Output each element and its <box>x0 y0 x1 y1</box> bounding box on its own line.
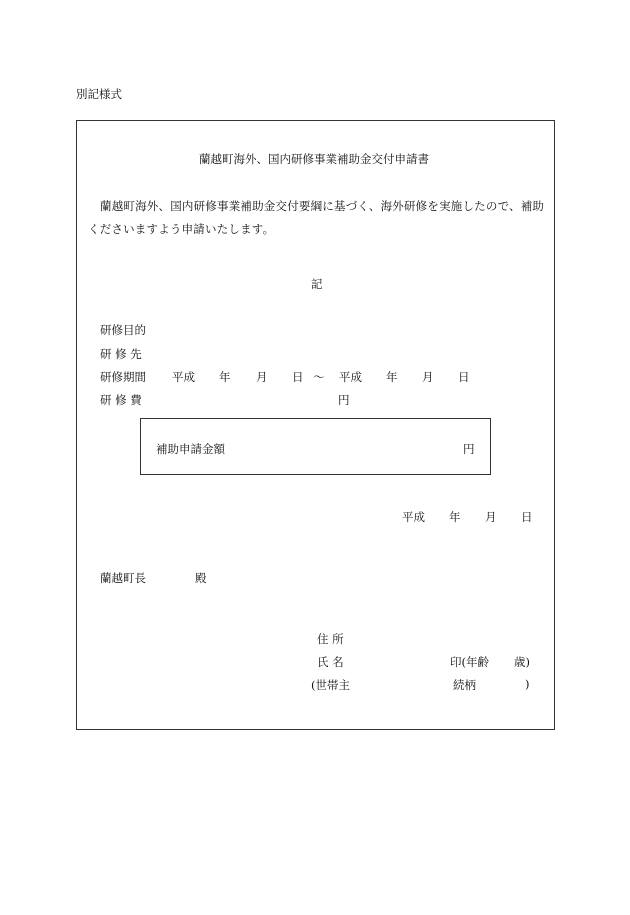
application-body-text <box>88 195 546 241</box>
addressee-name: 蘭越町長 <box>100 571 146 585</box>
cost-unit: 円 <box>338 393 350 407</box>
cost-label: 研 修 費 <box>100 393 142 407</box>
period-day-end: 日 <box>458 370 470 384</box>
period-year-start: 年 <box>219 370 231 384</box>
period-month-start: 月 <box>256 370 268 384</box>
subsidy-amount-label: 補助申請金額 <box>156 442 225 456</box>
relation-close-paren: ) <box>525 677 530 691</box>
body-sentence: 蘭越町海外、国内研修事業補助金交付要綱に基づく、海外研修を実施したので、補助くださいますよう申請いたします。 <box>88 199 545 236</box>
period-era-start: 平成 <box>172 370 195 384</box>
addressee-honorific: 殿 <box>195 571 207 585</box>
period-tilde: ～ <box>313 370 325 384</box>
seal-age-label: 印(年齢 <box>450 655 489 669</box>
destination-label: 研 修 先 <box>100 347 142 361</box>
form-number-label: 別記様式 <box>76 87 122 101</box>
period-era-end: 平成 <box>339 370 362 384</box>
subsidy-amount-unit: 円 <box>463 442 475 456</box>
household-head-label: (世帯主 <box>311 678 350 692</box>
period-year-end: 年 <box>386 370 398 384</box>
date-era: 平成 <box>402 510 425 524</box>
applicant-name-label: 氏 名 <box>317 655 344 669</box>
period-label: 研修期間 <box>100 370 146 384</box>
period-month-end: 月 <box>422 370 434 384</box>
relation-label: 続柄 <box>453 678 476 692</box>
date-year: 年 <box>449 510 461 524</box>
purpose-label: 研修目的 <box>100 323 146 337</box>
date-month: 月 <box>485 510 497 524</box>
period-day-start: 日 <box>292 370 304 384</box>
form-title: 蘭越町海外、国内研修事業補助金交付申請書 <box>199 152 429 166</box>
ki-heading: 記 <box>311 277 323 291</box>
applicant-address-label: 住 所 <box>317 632 344 646</box>
date-day: 日 <box>521 510 533 524</box>
age-unit: 歳) <box>514 655 530 669</box>
